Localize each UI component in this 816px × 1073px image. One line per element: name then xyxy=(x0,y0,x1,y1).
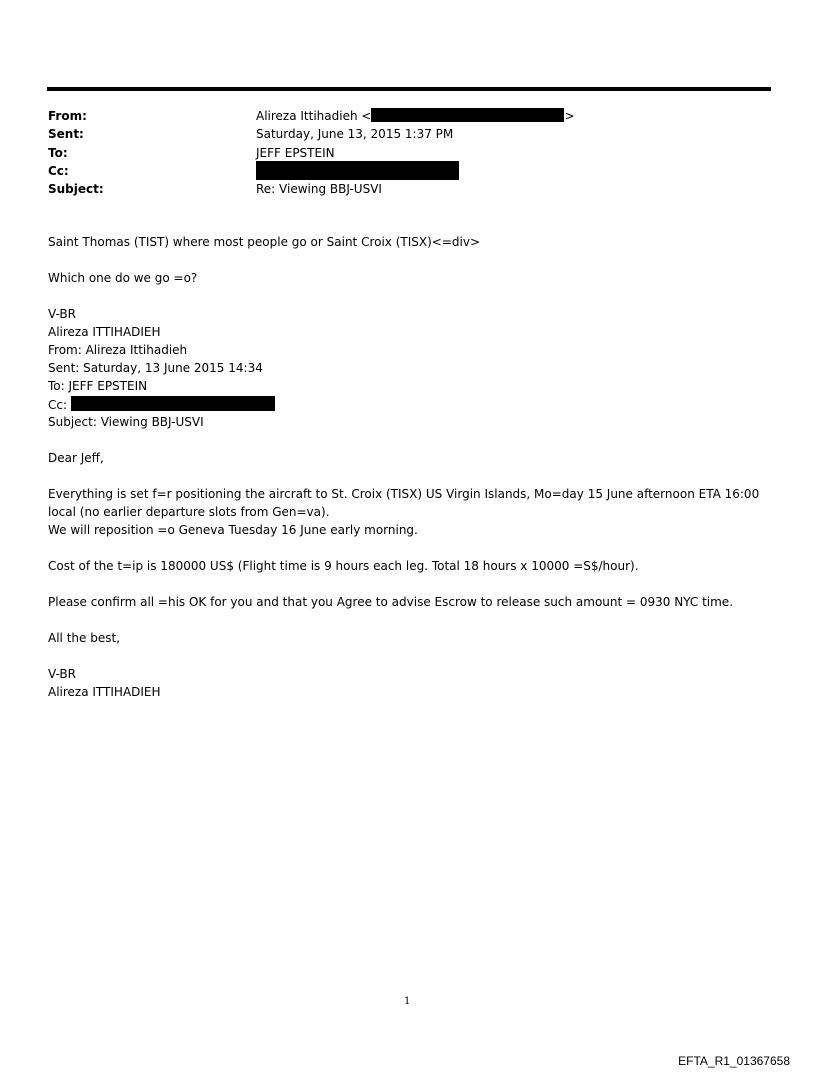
quoted-cc xyxy=(48,396,275,413)
body-line-1: Saint Thomas (TIST) where most people go or Saint Croix (TISX)<=div> xyxy=(48,235,480,249)
from-email-close: > xyxy=(564,109,575,123)
paragraph-2: Cost of the t=ip is 180000 US$ (Flight time is 9 hours each leg. Total 18 hours x 10000 =S$/hour). xyxy=(48,559,639,573)
from-email-redaction xyxy=(371,108,564,122)
paragraph-1-line-2: local (no earlier departure slots from Gen=va). xyxy=(48,505,330,519)
greeting: Dear Jeff, xyxy=(48,451,104,465)
quoted-to: To: JEFF EPSTEIN xyxy=(48,379,148,393)
to-value: JEFF EPSTEIN xyxy=(256,146,335,160)
quoted-cc-redaction xyxy=(71,396,275,411)
page-number: 1 xyxy=(404,996,411,1007)
paragraph-3: Please confirm all =his OK for you and that you Agree to advise Escrow to release such amount = 0930 NYC time. xyxy=(48,595,734,609)
closing: All the best, xyxy=(48,631,120,645)
signature-1-initials: V-BR xyxy=(48,307,76,321)
signature-1-name: Alireza ITTIHADIEH xyxy=(48,325,161,339)
quoted-sent: Sent: Saturday, 13 June 2015 14:34 xyxy=(48,361,263,375)
quoted-cc-label: Cc: xyxy=(48,398,68,412)
body-line-2: Which one do we go =o? xyxy=(48,271,198,285)
paragraph-1-line-1: Everything is set f=r positioning the aircraft to St. Croix (TISX) US Virgin Islands, Mo=day 15 June afternoon ETA 16:00 xyxy=(48,487,760,501)
paragraph-1-line-3: We will reposition =o Geneva Tuesday 16 June early morning. xyxy=(48,523,418,537)
to-label: To: xyxy=(48,146,68,160)
bates-number: EFTA_R1_01367658 xyxy=(678,1054,790,1068)
quoted-subject: Subject: Viewing BBJ-USVI xyxy=(48,415,204,429)
sent-value: Saturday, June 13, 2015 1:37 PM xyxy=(256,127,454,141)
subject-value: Re: Viewing BBJ-USVI xyxy=(256,182,382,196)
from-label: From: xyxy=(48,109,87,123)
subject-label: Subject: xyxy=(48,182,104,196)
signature-2-name: Alireza ITTIHADIEH xyxy=(48,685,161,699)
header-rule xyxy=(47,87,771,91)
from-name: Alireza Ittihadieh < xyxy=(256,109,372,123)
cc-redaction xyxy=(256,161,459,180)
sent-label: Sent: xyxy=(48,127,84,141)
from-value xyxy=(256,108,575,124)
signature-2-initials: V-BR xyxy=(48,667,76,681)
cc-label: Cc: xyxy=(48,164,69,178)
quoted-from: From: Alireza Ittihadieh xyxy=(48,343,188,357)
